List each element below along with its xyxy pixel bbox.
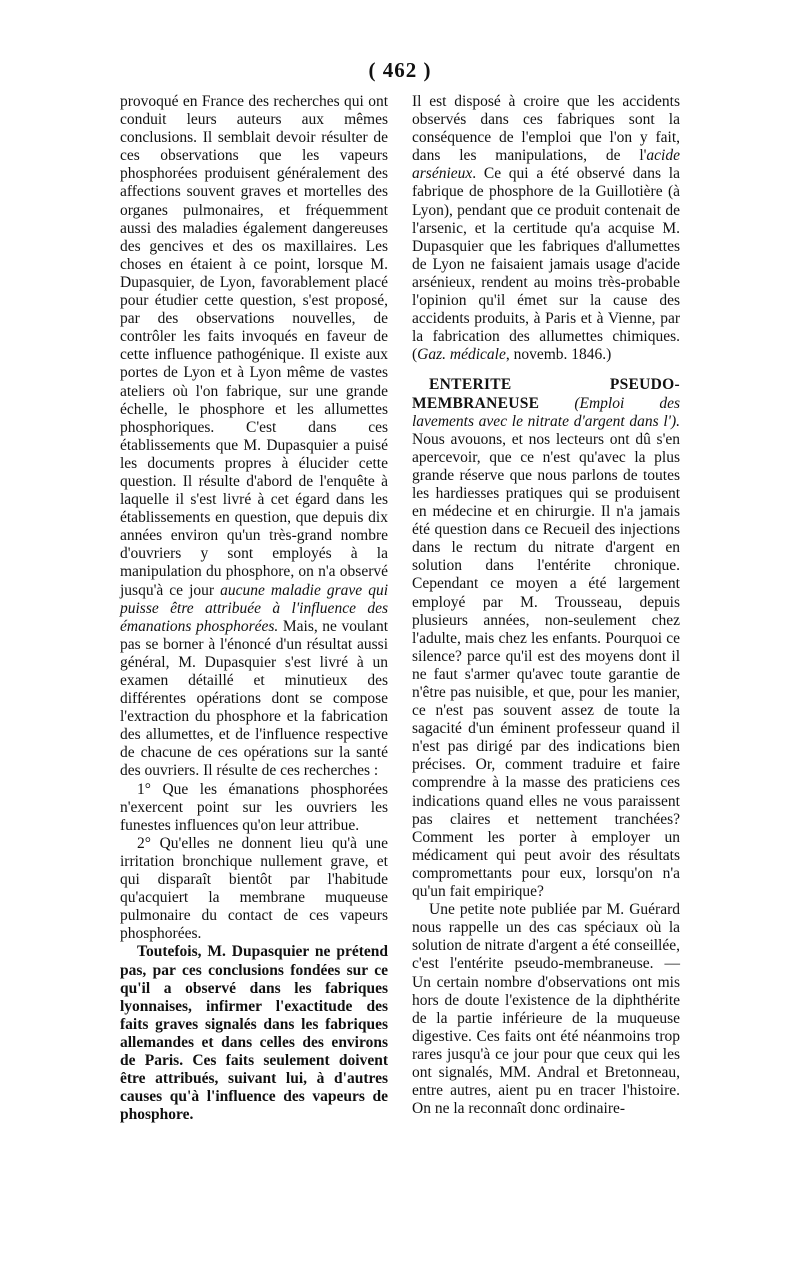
right-paragraph-3: Une petite note publiée par M. Guérard nous rappelle un des cas spéciaux où la solution de nitrate d'argent a été conseillée, c'est l'entérite pseudo-membraneuse. — Un certain nombre d'observations ont mis hors de doute l'existence de la diphthérite de la partie inférieure de la muqueuse digestive. Ces faits ont été néanmoins trop rares jusqu'à ce jour pour que ceux qui les ont signalés, MM. Andral et Bretonneau, entre autres, aient pu en tracer l'histoire. On ne la reconnaît donc ordinaire- xyxy=(412,901,680,1118)
left-column xyxy=(120,93,388,1124)
section-spacer xyxy=(412,364,680,376)
left-finding-1: 1° Que les émanations phosphorées n'exercent point sur les ouvriers les funestes influences qu'on leur attribue. xyxy=(120,780,388,834)
left-finding-2: 2° Qu'elles ne donnent lieu qu'à une irritation bronchique nullement grave, et qui disparaît bientôt par l'habitude qu'acquiert la membrane muqueuse pulmonaire du contact de ces vapeurs phosphorées. xyxy=(120,834,388,943)
left-paragraph-2: Toutefois, M. Dupasquier ne prétend pas, par ces conclusions fondées sur ce qu'il a observé dans les fabriques lyonnaises, infirmer l'exactitude des faits graves signalés dans les fabriques allemandes et dans celles des environs de Paris. Ces faits seulement doivent être attribués, suivant lui, à d'autres causes qu'à l'influence des vapeurs de phosphore. xyxy=(120,943,388,1124)
citation-source: Gaz. médicale xyxy=(417,346,506,364)
right-paragraph-1: Il est disposé à croire que les accidents observés dans ces fabriques sont la conséquence de l'emploi que l'on y fait, dans les manipulations, de l'acide arsénieux. Ce qui a été observé dans la fabrique de phosphore de la Guillotière (à Lyon), pendant que ce produit contenait de l'arsenic, et la certitude qu'a acquise M. Dupasquier que les fabriques d'allumettes de Lyon ne faisaient jamais usage d'acide arsénieux, rendent au moins très-probable l'opinion qu'il émet sur la cause des accidents produits, à Paris et à Vienne, par la fabrication des allumettes chimiques. (Gaz. médicale, novemb. 1846.) xyxy=(412,93,680,364)
right-column xyxy=(412,93,680,1118)
section-subheading: (Emploi des lavements avec le nitrate d'argent dans l'). xyxy=(412,394,680,430)
left-paragraph-1: provoqué en France des recherches qui ont conduit leurs auteurs aux mêmes conclusions. Il semblait devoir résulter de ces observations que les vapeurs phosphorées produisent généralement des affections souvent graves et mortelles des organes pulmonaires, et fréquemment aussi des maladies également dangereuses des gencives et des os maxillaires. Les choses en étaient à ce point, lorsque M. Dupasquier, de Lyon, favorablement placé pour étudier cette question, s'est proposé, par des observations nouvelles, de contrôler les faits invoqués en faveur de cette influence pathogénique. Il existe aux portes de Lyon et à Lyon même de vastes ateliers où l'on fabrique, sur une grande échelle, le phosphore et les allumettes phosphoriques. C'est dans ces établissements que M. Dupasquier a puisé les documents propres à élucider cette question. Il résulte d'abord de l'enquête à laquelle il s'est livré à cet égard dans les établissements en question, que depuis dix années environ qu'un très-grand nombre d'ouvriers y sont employés à la manipulation du phosphore, on n'a observé jusqu'à ce jour aucune maladie grave qui puisse être attribuée à l'influence des émanations phosphorées. Mais, ne voulant pas se borner à l'énoncé d'un résultat aussi général, M. Dupasquier s'est livré à un examen détaillé et minutieux des différentes opérations dont se compose l'extraction du phosphore et la fabrication des allumettes, et de l'influence respective de chacune de ces opérations sur la santé des ouvriers. Il résulte de ces recherches : xyxy=(120,93,389,780)
section-heading: ENTERITE PSEUDO-MEMBRANEUSE xyxy=(412,376,680,412)
page-number: ( 462 ) xyxy=(368,58,432,82)
left-italic-finding: aucune maladie grave qui puisse être attribuée à l'influence des émanations phosphorées. xyxy=(120,581,389,635)
right-paragraph-2: ENTERITE PSEUDO-MEMBRANEUSE (Emploi des lavements avec le nitrate d'argent dans l'). Nous avouons, et nos lecteurs ont dû s'en apercevoir, que ce n'est qu'avec la plus grande réserve que nous parlons de toutes les hardiesses pratiques qui se produisent en médecine et en chirurgie. Il n'a jamais été question dans ce Recueil des injections dans le rectum du nitrate d'argent en solution dans l'entérite chronique. Cependant ce moyen a été largement employé par M. Trousseau, depuis plusieurs années, non-seulement chez l'adulte, mais chez les enfants. Pourquoi ce silence? parce qu'il est des moyens dont il ne faut s'armer qu'avec toute garantie de n'être pas nuisible, et que, pour les manier, ce n'est pas souvent assez de toute la sagacité d'un éminent professeur quand il n'est pas dirigé par des indications bien précises. Or, comment traduire et faire comprendre à la masse des praticiens ces indications quand elles ne vous paraissent pas claires et nettement tranchées? Comment les porter à employer un médicament qui peut avoir des résultats compromettants pour eux, lorsqu'on n'a qu'un fait empirique? xyxy=(412,376,680,901)
